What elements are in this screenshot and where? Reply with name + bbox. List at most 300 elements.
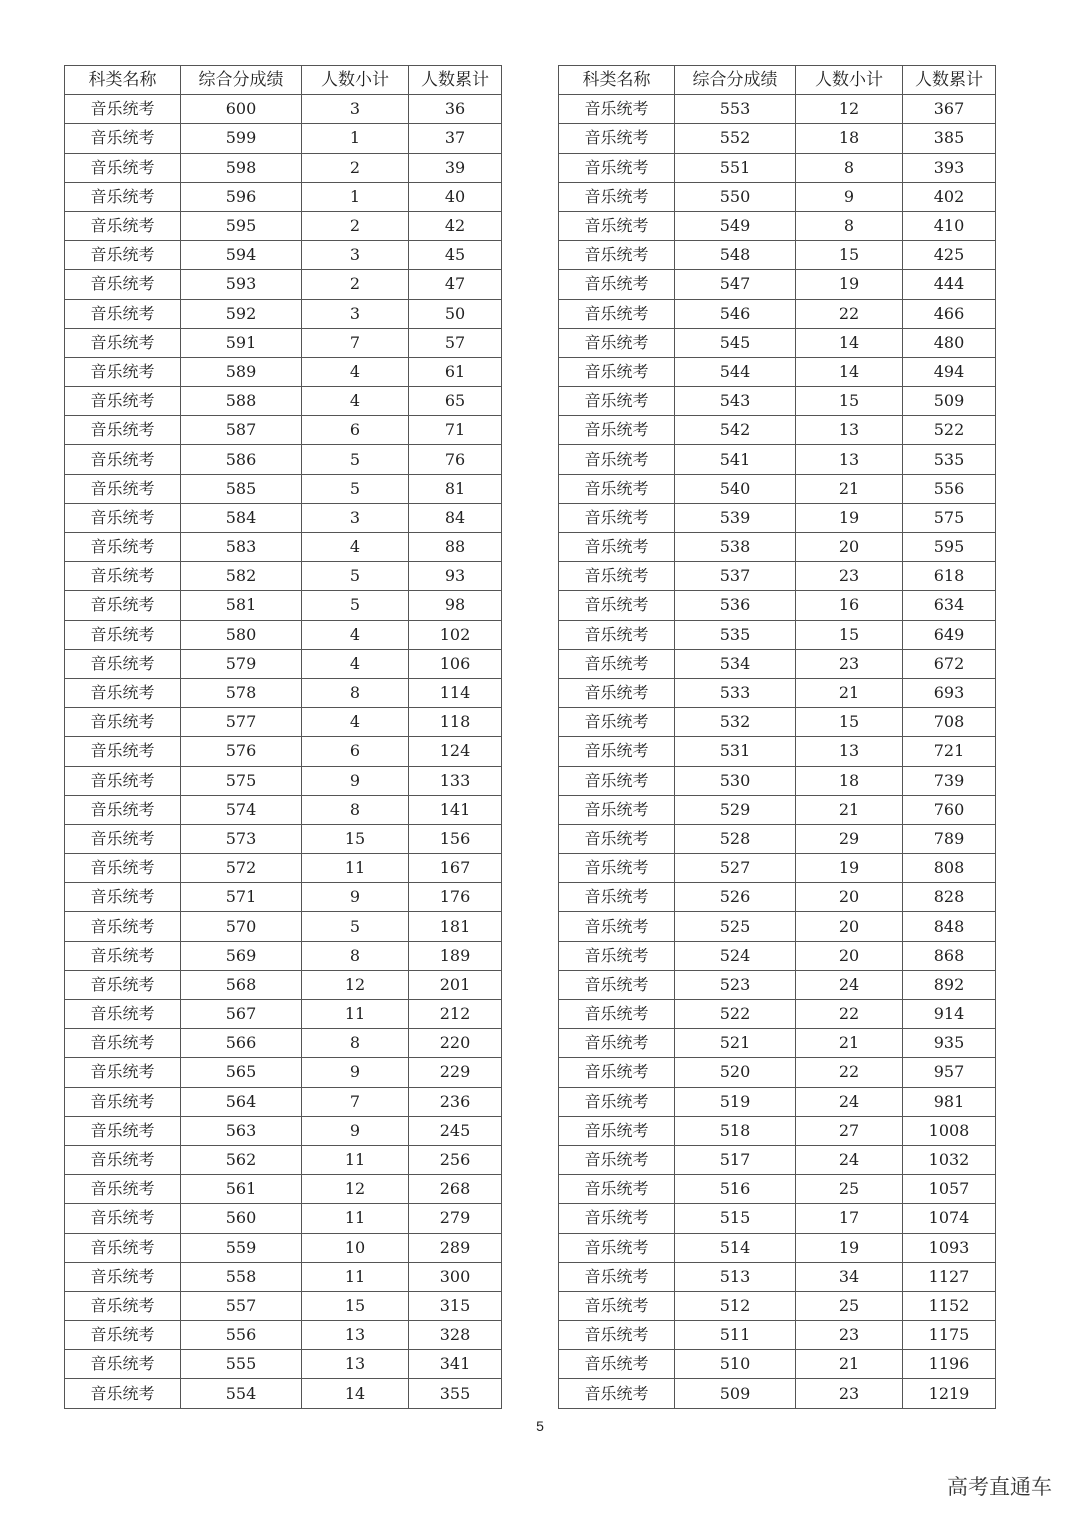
table-row [65,912,502,941]
cell-count: 15 [796,241,903,270]
cell-category: 音乐统考 [65,241,181,270]
cell-score: 539 [675,503,796,532]
cell-score: 518 [675,1116,796,1145]
cell-count: 5 [302,591,409,620]
cell-score: 598 [181,153,302,182]
cell-score: 520 [675,1058,796,1087]
table-row [65,649,502,678]
cell-cumulative: 40 [409,182,502,211]
cell-count: 20 [796,883,903,912]
table-row [65,474,502,503]
cell-cumulative: 47 [409,270,502,299]
cell-cumulative: 93 [409,562,502,591]
cell-score: 519 [675,1087,796,1116]
cell-category: 音乐统考 [65,678,181,707]
cell-cumulative: 81 [409,474,502,503]
cell-count: 18 [796,124,903,153]
cell-category: 音乐统考 [65,1321,181,1350]
table-row [65,1291,502,1320]
cell-cumulative: 114 [409,678,502,707]
table-row [65,299,502,328]
cell-category: 音乐统考 [559,912,675,941]
cell-count: 20 [796,533,903,562]
cell-category: 音乐统考 [65,795,181,824]
cell-count: 22 [796,1058,903,1087]
cell-cumulative: 36 [409,95,502,124]
table-row [559,1116,996,1145]
cell-category: 音乐统考 [65,445,181,474]
score-table-right [558,65,996,1409]
cell-cumulative: 45 [409,241,502,270]
cell-score: 526 [675,883,796,912]
cell-cumulative: 84 [409,503,502,532]
cell-cumulative: 279 [409,1204,502,1233]
table-row [559,124,996,153]
cell-score: 576 [181,737,302,766]
cell-count: 23 [796,1321,903,1350]
cell-cumulative: 1074 [903,1204,996,1233]
cell-cumulative: 693 [903,678,996,707]
cell-score: 513 [675,1262,796,1291]
cell-score: 581 [181,591,302,620]
cell-category: 音乐统考 [65,737,181,766]
cell-cumulative: 124 [409,737,502,766]
cell-category: 音乐统考 [65,387,181,416]
table-row [559,1145,996,1174]
cell-category: 音乐统考 [559,1116,675,1145]
table-row [559,1175,996,1204]
cell-score: 509 [675,1379,796,1408]
header-category: 科类名称 [559,66,675,95]
table-row [559,182,996,211]
cell-cumulative: 1152 [903,1291,996,1320]
cell-category: 音乐统考 [65,1175,181,1204]
table-row [559,357,996,386]
table-body-left [65,95,502,1408]
cell-category: 音乐统考 [559,649,675,678]
cell-count: 4 [302,649,409,678]
cell-category: 音乐统考 [65,1087,181,1116]
cell-score: 569 [181,941,302,970]
cell-count: 19 [796,270,903,299]
cell-category: 音乐统考 [65,299,181,328]
cell-category: 音乐统考 [559,416,675,445]
cell-category: 音乐统考 [65,1350,181,1379]
cell-category: 音乐统考 [559,1175,675,1204]
cell-cumulative: 535 [903,445,996,474]
table-row [559,299,996,328]
cell-category: 音乐统考 [559,241,675,270]
cell-count: 8 [796,211,903,240]
cell-score: 534 [675,649,796,678]
cell-count: 11 [302,1145,409,1174]
cell-cumulative: 935 [903,1029,996,1058]
cell-cumulative: 167 [409,854,502,883]
cell-cumulative: 88 [409,533,502,562]
table-row [559,970,996,999]
cell-category: 音乐统考 [559,562,675,591]
cell-cumulative: 957 [903,1058,996,1087]
cell-count: 24 [796,1087,903,1116]
table-row [65,328,502,357]
cell-cumulative: 480 [903,328,996,357]
cell-cumulative: 708 [903,708,996,737]
cell-score: 514 [675,1233,796,1262]
cell-cumulative: 256 [409,1145,502,1174]
cell-category: 音乐统考 [65,1233,181,1262]
cell-count: 3 [302,299,409,328]
cell-cumulative: 385 [903,124,996,153]
table-row [65,124,502,153]
table-row [65,941,502,970]
cell-cumulative: 556 [903,474,996,503]
cell-category: 音乐统考 [65,970,181,999]
cell-category: 音乐统考 [65,854,181,883]
cell-cumulative: 425 [903,241,996,270]
table-row [559,1058,996,1087]
cell-cumulative: 494 [903,357,996,386]
cell-cumulative: 509 [903,387,996,416]
cell-category: 音乐统考 [559,95,675,124]
table-row [559,533,996,562]
cell-cumulative: 410 [903,211,996,240]
table-row [65,854,502,883]
cell-score: 549 [675,211,796,240]
cell-category: 音乐统考 [65,1379,181,1408]
cell-category: 音乐统考 [559,270,675,299]
table-row [65,1350,502,1379]
cell-category: 音乐统考 [65,503,181,532]
table-row [559,1262,996,1291]
cell-score: 557 [181,1291,302,1320]
cell-count: 15 [796,620,903,649]
cell-category: 音乐统考 [559,678,675,707]
cell-count: 20 [796,912,903,941]
cell-count: 24 [796,1145,903,1174]
cell-score: 571 [181,883,302,912]
table-row [65,1204,502,1233]
cell-count: 23 [796,562,903,591]
cell-score: 515 [675,1204,796,1233]
cell-count: 9 [302,1116,409,1145]
cell-score: 580 [181,620,302,649]
table-row [65,1262,502,1291]
cell-score: 546 [675,299,796,328]
cell-category: 音乐统考 [559,211,675,240]
cell-category: 音乐统考 [559,1087,675,1116]
cell-category: 音乐统考 [65,1291,181,1320]
table-row [65,678,502,707]
cell-score: 562 [181,1145,302,1174]
cell-count: 5 [302,912,409,941]
cell-category: 音乐统考 [559,533,675,562]
cell-count: 9 [302,766,409,795]
table-row [65,620,502,649]
cell-cumulative: 328 [409,1321,502,1350]
cell-score: 596 [181,182,302,211]
cell-count: 10 [302,1233,409,1262]
header-score: 综合分成绩 [181,66,302,95]
table-row [65,562,502,591]
table-row [65,1058,502,1087]
cell-score: 535 [675,620,796,649]
table-row [559,562,996,591]
table-row [559,766,996,795]
cell-score: 553 [675,95,796,124]
cell-score: 547 [675,270,796,299]
cell-cumulative: 212 [409,1000,502,1029]
table-row [559,445,996,474]
table-row [559,737,996,766]
cell-cumulative: 71 [409,416,502,445]
cell-category: 音乐统考 [65,941,181,970]
cell-count: 15 [796,708,903,737]
cell-category: 音乐统考 [65,1145,181,1174]
table-row [65,766,502,795]
cell-cumulative: 1127 [903,1262,996,1291]
table-row [559,824,996,853]
cell-cumulative: 65 [409,387,502,416]
cell-cumulative: 1175 [903,1321,996,1350]
cell-cumulative: 760 [903,795,996,824]
table-row [65,1175,502,1204]
cell-category: 音乐统考 [559,503,675,532]
table-row [65,591,502,620]
table-row [559,241,996,270]
cell-count: 2 [302,270,409,299]
cell-count: 24 [796,970,903,999]
table-row [559,1291,996,1320]
cell-category: 音乐统考 [559,737,675,766]
cell-cumulative: 106 [409,649,502,678]
table-row [559,591,996,620]
table-row [65,1145,502,1174]
table-row [559,649,996,678]
cell-cumulative: 118 [409,708,502,737]
cell-count: 25 [796,1175,903,1204]
table-row [65,1000,502,1029]
cell-count: 27 [796,1116,903,1145]
cell-count: 1 [302,182,409,211]
cell-cumulative: 1032 [903,1145,996,1174]
cell-cumulative: 575 [903,503,996,532]
cell-cumulative: 868 [903,941,996,970]
cell-score: 536 [675,591,796,620]
cell-count: 22 [796,299,903,328]
cell-category: 音乐统考 [65,416,181,445]
cell-category: 音乐统考 [65,328,181,357]
watermark-text: 高考直通车 [947,1475,1052,1499]
cell-count: 15 [302,1291,409,1320]
cell-category: 音乐统考 [65,1204,181,1233]
cell-cumulative: 789 [903,824,996,853]
table-row [559,153,996,182]
cell-score: 512 [675,1291,796,1320]
cell-score: 559 [181,1233,302,1262]
cell-count: 20 [796,941,903,970]
table-row [559,474,996,503]
table-row [65,445,502,474]
cell-cumulative: 981 [903,1087,996,1116]
cell-score: 578 [181,678,302,707]
table-row [559,387,996,416]
cell-cumulative: 1196 [903,1350,996,1379]
cell-score: 555 [181,1350,302,1379]
cell-count: 8 [796,153,903,182]
cell-cumulative: 245 [409,1116,502,1145]
cell-score: 527 [675,854,796,883]
score-table-left [64,65,502,1409]
cell-cumulative: 355 [409,1379,502,1408]
cell-score: 600 [181,95,302,124]
cell-score: 516 [675,1175,796,1204]
table-row [65,883,502,912]
cell-count: 13 [796,737,903,766]
cell-cumulative: 39 [409,153,502,182]
cell-category: 音乐统考 [559,941,675,970]
cell-count: 18 [796,766,903,795]
cell-count: 19 [796,503,903,532]
table-row [559,270,996,299]
cell-count: 6 [302,737,409,766]
cell-count: 14 [796,357,903,386]
cell-score: 582 [181,562,302,591]
cell-score: 592 [181,299,302,328]
cell-score: 529 [675,795,796,824]
cell-cumulative: 268 [409,1175,502,1204]
cell-cumulative: 57 [409,328,502,357]
table-row [65,1379,502,1408]
cell-count: 5 [302,562,409,591]
cell-category: 音乐统考 [559,387,675,416]
cell-cumulative: 50 [409,299,502,328]
page-number: 5 [536,1418,544,1434]
cell-score: 584 [181,503,302,532]
cell-category: 音乐统考 [65,153,181,182]
cell-count: 14 [302,1379,409,1408]
cell-category: 音乐统考 [559,795,675,824]
cell-count: 8 [302,678,409,707]
header-score: 综合分成绩 [675,66,796,95]
cell-score: 591 [181,328,302,357]
cell-category: 音乐统考 [559,1350,675,1379]
cell-category: 音乐统考 [65,211,181,240]
table-row [559,1000,996,1029]
cell-count: 13 [796,416,903,445]
table-row [559,912,996,941]
table-row [559,328,996,357]
table-row [65,153,502,182]
table-row [65,1321,502,1350]
table-row [559,1029,996,1058]
cell-score: 550 [675,182,796,211]
cell-category: 音乐统考 [65,182,181,211]
header-count: 人数小计 [302,66,409,95]
cell-count: 17 [796,1204,903,1233]
cell-cumulative: 367 [903,95,996,124]
cell-score: 599 [181,124,302,153]
cell-score: 524 [675,941,796,970]
cell-cumulative: 181 [409,912,502,941]
cell-score: 542 [675,416,796,445]
cell-count: 8 [302,795,409,824]
cell-count: 23 [796,649,903,678]
cell-count: 11 [302,1262,409,1291]
table-row [559,1233,996,1262]
cell-score: 525 [675,912,796,941]
cell-score: 552 [675,124,796,153]
cell-score: 522 [675,1000,796,1029]
cell-score: 548 [675,241,796,270]
cell-score: 579 [181,649,302,678]
cell-score: 558 [181,1262,302,1291]
table-row [65,182,502,211]
cell-count: 23 [796,1379,903,1408]
cell-score: 554 [181,1379,302,1408]
cell-category: 音乐统考 [65,124,181,153]
cell-count: 11 [302,1204,409,1233]
cell-count: 13 [796,445,903,474]
cell-cumulative: 300 [409,1262,502,1291]
cell-count: 21 [796,474,903,503]
table-row [559,678,996,707]
table-row [65,503,502,532]
cell-category: 音乐统考 [65,1000,181,1029]
table-row [559,416,996,445]
cell-category: 音乐统考 [559,591,675,620]
cell-cumulative: 76 [409,445,502,474]
table-row [559,1379,996,1408]
cell-cumulative: 1219 [903,1379,996,1408]
table-row [65,241,502,270]
cell-cumulative: 618 [903,562,996,591]
cell-count: 12 [302,1175,409,1204]
cell-count: 7 [302,1087,409,1116]
cell-count: 12 [796,95,903,124]
cell-score: 575 [181,766,302,795]
cell-count: 3 [302,95,409,124]
cell-score: 563 [181,1116,302,1145]
cell-count: 8 [302,941,409,970]
cell-score: 530 [675,766,796,795]
table-row [559,503,996,532]
cell-cumulative: 848 [903,912,996,941]
cell-cumulative: 236 [409,1087,502,1116]
table-row [559,1350,996,1379]
cell-category: 音乐统考 [559,620,675,649]
cell-category: 音乐统考 [65,562,181,591]
table-row [65,387,502,416]
cell-category: 音乐统考 [559,1321,675,1350]
table-row [65,270,502,299]
cell-category: 音乐统考 [65,1116,181,1145]
cell-cumulative: 672 [903,649,996,678]
cell-cumulative: 189 [409,941,502,970]
cell-cumulative: 229 [409,1058,502,1087]
table-row [65,824,502,853]
cell-score: 544 [675,357,796,386]
cell-category: 音乐统考 [65,649,181,678]
cell-score: 566 [181,1029,302,1058]
table-row [65,795,502,824]
cell-score: 594 [181,241,302,270]
cell-score: 593 [181,270,302,299]
cell-category: 音乐统考 [559,1379,675,1408]
cell-cumulative: 141 [409,795,502,824]
cell-category: 音乐统考 [559,445,675,474]
cell-cumulative: 828 [903,883,996,912]
cell-category: 音乐统考 [65,912,181,941]
